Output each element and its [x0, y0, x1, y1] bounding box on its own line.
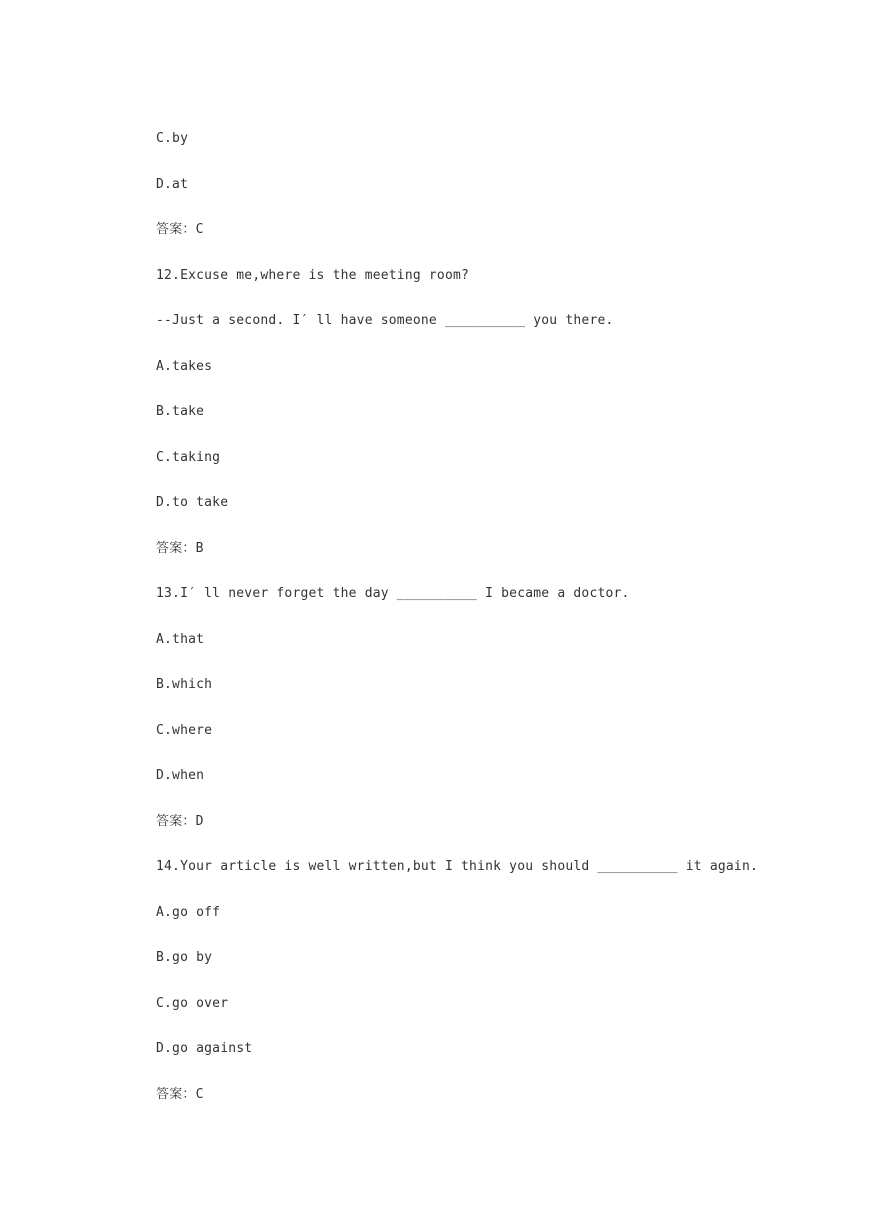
- question-14-option-d: D.go against: [156, 1041, 253, 1056]
- question-12-reply: --Just a second. I′ ll have someone __________ you there.: [156, 313, 614, 328]
- question-14-option-a: A.go off: [156, 905, 221, 920]
- option-c-by: C.by: [156, 131, 189, 146]
- question-14-prompt: 14.Your article is well written,but I think you should __________ it again.: [156, 859, 758, 874]
- question-13-option-c: C.where: [156, 723, 213, 738]
- question-12-option-d: D.to take: [156, 495, 229, 510]
- answer-12: 答案：B: [156, 541, 204, 556]
- answer-11: 答案：C: [156, 222, 204, 237]
- answer-14: 答案：C: [156, 1087, 204, 1102]
- question-13-option-b: B.which: [156, 677, 213, 692]
- question-12-option-b: B.take: [156, 404, 205, 419]
- question-12-option-a: A.takes: [156, 359, 213, 374]
- question-13-option-d: D.when: [156, 768, 205, 783]
- question-13-option-a: A.that: [156, 632, 205, 647]
- option-d-at: D.at: [156, 177, 189, 192]
- question-12-option-c: C.taking: [156, 450, 221, 465]
- answer-13: 答案：D: [156, 814, 204, 829]
- question-13-prompt: 13.I′ ll never forget the day __________ I became a doctor.: [156, 586, 630, 601]
- question-14-option-b: B.go by: [156, 950, 213, 965]
- question-12-prompt: 12.Excuse me,where is the meeting room?: [156, 268, 470, 283]
- question-14-option-c: C.go over: [156, 996, 229, 1011]
